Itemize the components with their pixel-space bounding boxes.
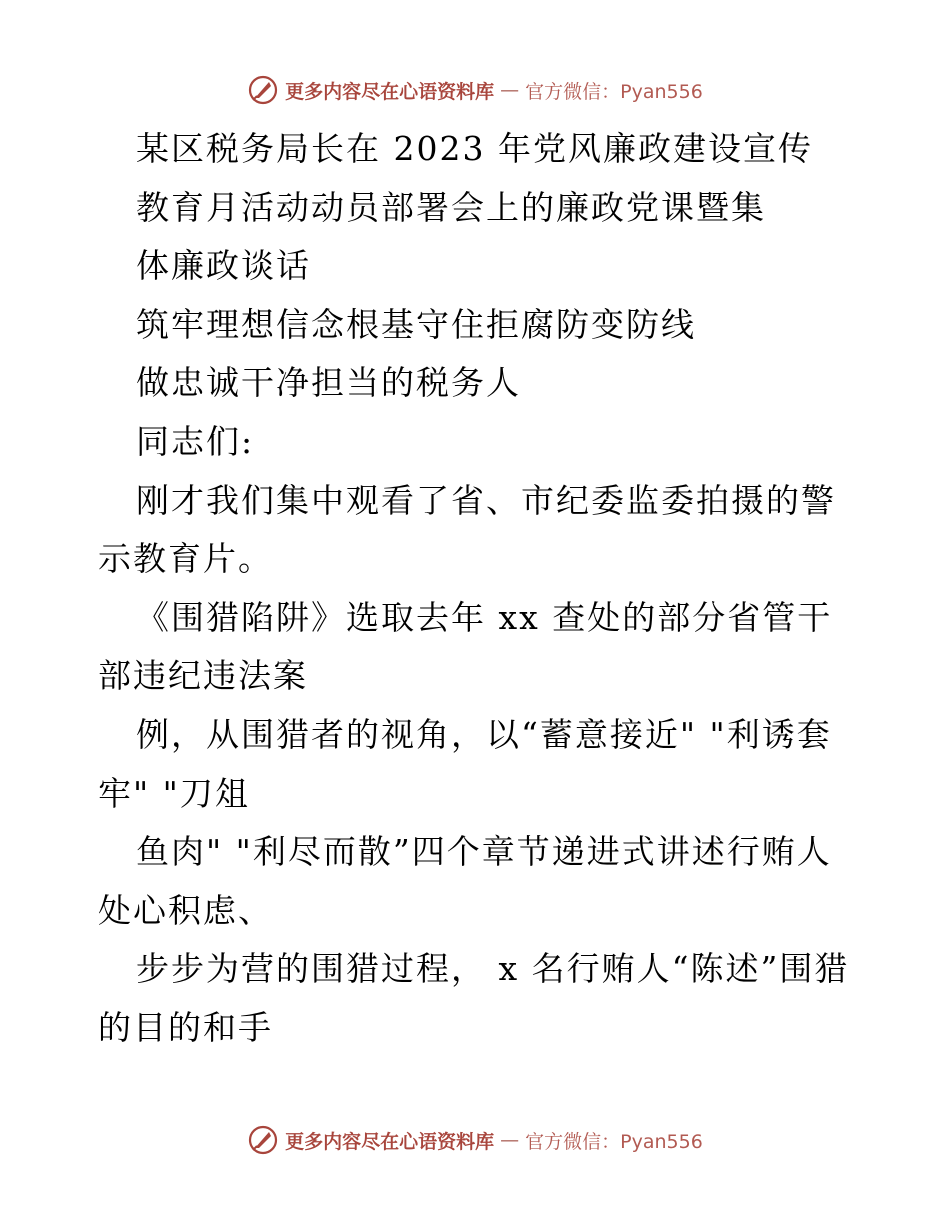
header-watermark [0, 70, 950, 110]
watermark-text: 更多内容尽在心语资料库 [285, 80, 495, 103]
subtitle-line: 筑牢理想信念根基守住拒腐防变防线 [136, 304, 696, 344]
body-paragraph: 《围猎陷阱》选取去年 xx 查处的部分省管干部违纪违法案 [98, 597, 833, 696]
body-paragraph: 步步为营的围猎过程， x 名行贿人“陈述”围猎的目的和手 [98, 949, 850, 1047]
feather-pen-logo-icon [247, 74, 279, 106]
watermark-separator: — [500, 79, 520, 101]
watermark-separator: — [500, 1129, 520, 1151]
title-line: 体廉政谈话 [136, 246, 311, 286]
subtitle-line: 做忠诚干净担当的税务人 [136, 363, 521, 403]
footer-watermark [0, 1120, 950, 1160]
body-paragraph: 刚才我们集中观看了省、市纪委监委拍摄的警示教育片。 [98, 480, 836, 579]
body-paragraph: 鱼肉" "利尽而散”四个章节递进式讲述行贿人处心积虑、 [98, 832, 832, 930]
document-body [98, 120, 858, 1058]
feather-pen-logo-icon [247, 1124, 279, 1156]
watermark-wechat: 官方微信：Pyan556 [525, 80, 703, 103]
watermark-wechat: 官方微信：Pyan556 [525, 1130, 703, 1153]
watermark-text: 更多内容尽在心语资料库 [285, 1130, 495, 1153]
salutation: 同志们: [136, 421, 255, 461]
body-paragraph: 例，从围猎者的视角，以“蓄意接近" "利诱套牢" "刀俎 [98, 714, 832, 813]
title-line: 某区税务局长在 2023 年党风廉政建设宣传 [136, 129, 813, 168]
title-line: 教育月活动动员部署会上的廉政党课暨集 [136, 187, 766, 227]
